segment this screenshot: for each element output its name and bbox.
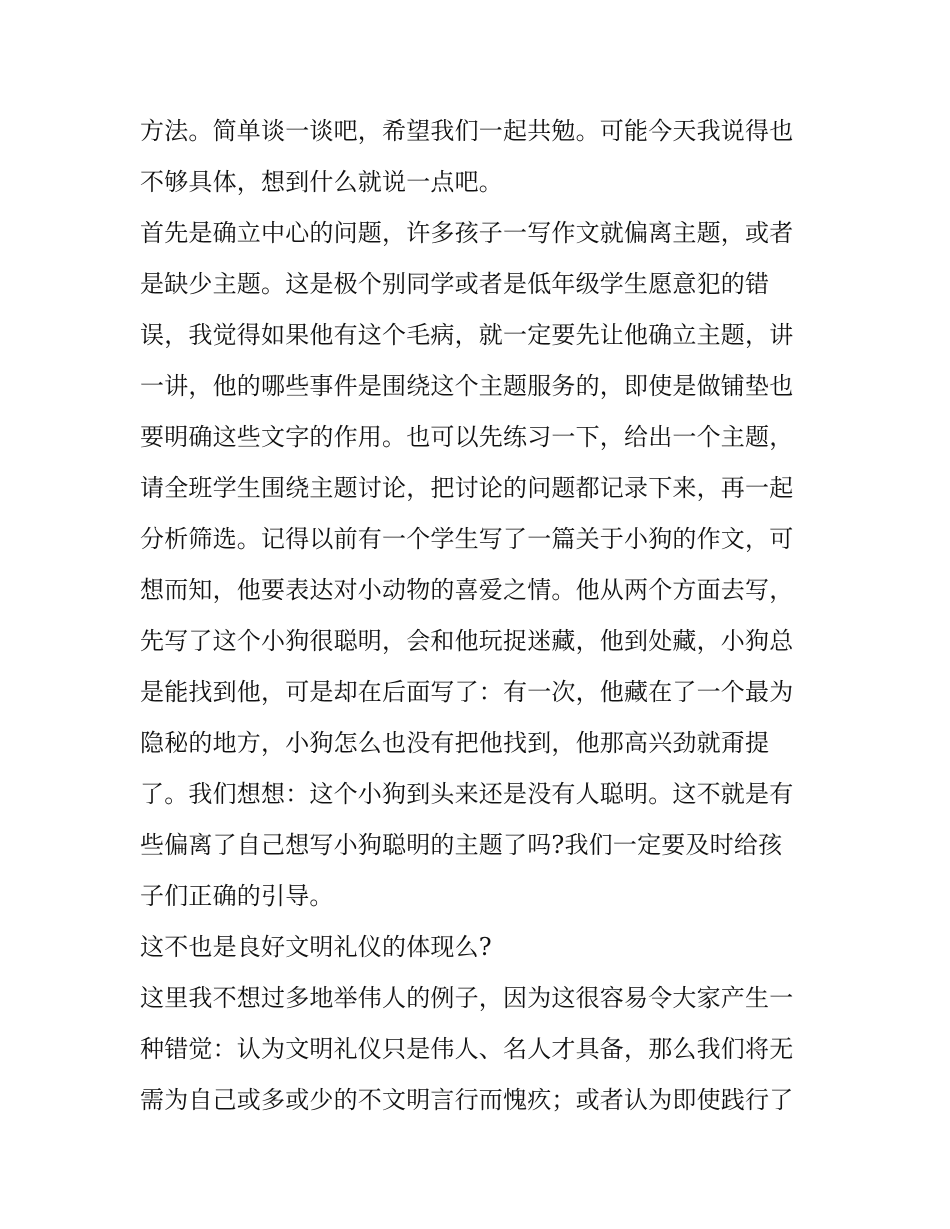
text-line: 是能找到他，可是却在后面写了：有一次，他藏在了一个最为 [140, 678, 794, 706]
text-line: 想而知，他要表达对小动物的喜爱之情。他从两个方面去写， [140, 576, 794, 604]
text-line: 这里我不想过多地举伟人的例子，因为这很容易令大家产生一 [140, 984, 794, 1012]
text-line: 不够具体，想到什么就说一点吧。 [140, 168, 503, 196]
text-line: 方法。简单谈一谈吧，希望我们一起共勉。可能今天我说得也 [140, 117, 794, 145]
text-line: 先写了这个小狗很聪明，会和他玩捉迷藏，他到处藏，小狗总 [140, 627, 794, 655]
text-line: 是缺少主题。这是极个别同学或者是低年级学生愿意犯的错 [140, 270, 770, 298]
text-line: 分析筛选。记得以前有一个学生写了一篇关于小狗的作文，可 [140, 525, 794, 553]
text-line: 种错觉：认为文明礼仪只是伟人、名人才具备，那么我们将无 [140, 1035, 794, 1063]
text-line: 误，我觉得如果他有这个毛病，就一定要先让他确立主题，讲 [140, 321, 794, 349]
text-line: 隐秘的地方，小狗怎么也没有把他找到，他那高兴劲就甭提 [140, 729, 770, 757]
text-line: 首先是确立中心的问题，许多孩子一写作文就偏离主题，或者 [140, 219, 794, 247]
text-line: 些偏离了自己想写小狗聪明的主题了吗?我们一定要及时给孩 [140, 831, 783, 859]
text-line: 一讲，他的哪些事件是围绕这个主题服务的，即使是做铺垫也 [140, 372, 794, 400]
text-line: 要明确这些文字的作用。也可以先练习一下，给出一个主题， [140, 423, 794, 451]
document-body [140, 106, 820, 1126]
text-line: 子们正确的引导。 [140, 882, 334, 910]
text-line: 了。我们想想：这个小狗到头来还是没有人聪明。这不就是有 [140, 780, 794, 808]
text-line: 这不也是良好文明礼仪的体现么? [140, 933, 492, 961]
text-line: 需为自己或多或少的不文明言行而愧疚；或者认为即使践行了 [140, 1086, 794, 1114]
text-line: 请全班学生围绕主题讨论，把讨论的问题都记录下来，再一起 [140, 474, 794, 502]
